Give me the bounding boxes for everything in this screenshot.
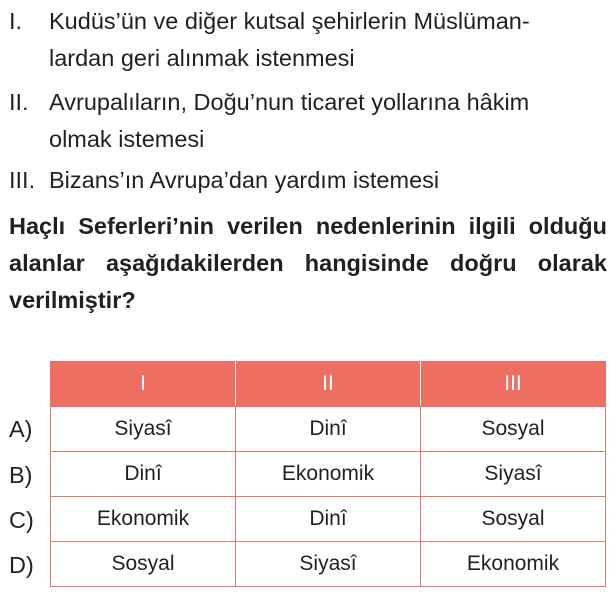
table-cell: Sosyal xyxy=(421,497,606,542)
answer-table xyxy=(50,361,606,587)
statement-2 xyxy=(9,84,609,158)
table-cell: Ekonomik xyxy=(51,497,236,542)
header-cell-II: II xyxy=(236,362,421,407)
table-cell: Dinî xyxy=(236,497,421,542)
table-cell: Siyasî xyxy=(421,452,606,497)
statement-text-continued: lardan geri alınmak istenmesi xyxy=(49,45,355,71)
statement-text: Avrupalıların, Doğu’nun ticaret yollarına hâkim xyxy=(49,89,530,115)
table-row-a[interactable] xyxy=(51,407,606,452)
statement-text: Bizans’ın Avrupa’dan yardım istemesi xyxy=(49,167,440,193)
table-cell: Siyasî xyxy=(236,542,421,587)
table-cell: Sosyal xyxy=(51,542,236,587)
statement-1 xyxy=(9,3,609,77)
table-cell: Ekonomik xyxy=(236,452,421,497)
table-header-row xyxy=(51,362,606,407)
statement-text-continued: olmak istemesi xyxy=(49,126,205,152)
table-cell: Dinî xyxy=(51,452,236,497)
table-cell: Siyasî xyxy=(51,407,236,452)
option-b-label[interactable]: B) xyxy=(9,462,33,488)
table-cell: Ekonomik xyxy=(421,542,606,587)
statement-3 xyxy=(9,162,609,199)
option-d-label[interactable]: D) xyxy=(9,552,34,578)
option-a-label[interactable]: A) xyxy=(9,416,33,442)
table-row-d[interactable] xyxy=(51,542,606,587)
statement-number: II. xyxy=(9,89,29,115)
question-text: Haçlı Seferleri’nin verilen nedenlerinin ilgili olduğu alanlar aşağıdakilerden hangisinde doğru olarak verilmiştir? xyxy=(9,213,607,313)
statement-number: I. xyxy=(9,8,23,34)
table-row-c[interactable] xyxy=(51,497,606,542)
header-cell-I: I xyxy=(51,362,236,407)
header-cell-III: III xyxy=(421,362,606,407)
table-row-b[interactable] xyxy=(51,452,606,497)
statement-text: Kudüs’ün ve diğer kutsal şehirlerin Müslüman- xyxy=(49,8,530,34)
option-c-label[interactable]: C) xyxy=(9,507,34,533)
table-cell: Dinî xyxy=(236,407,421,452)
statement-number: III. xyxy=(9,167,36,193)
table-cell: Sosyal xyxy=(421,407,606,452)
